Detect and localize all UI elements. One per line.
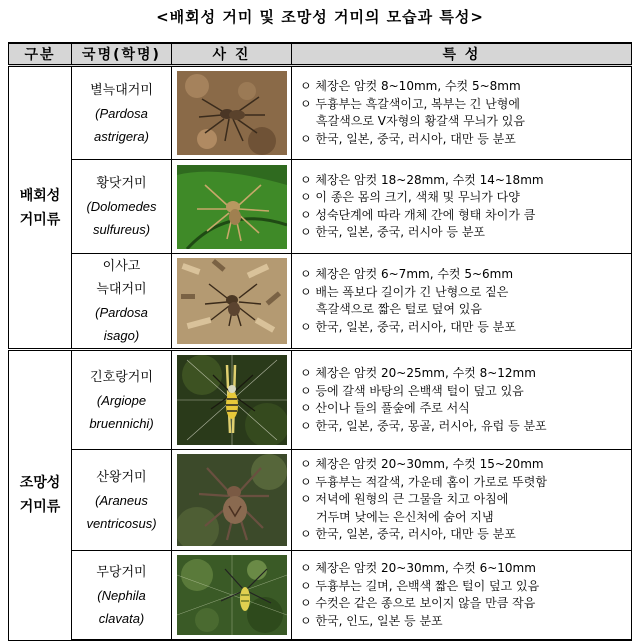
- spider-photo-wolf-icon: [177, 71, 287, 155]
- trait-line: ㅇ 등에 갈색 바탕의 은백색 털이 덮고 있음: [300, 383, 524, 398]
- table-row: [9, 350, 632, 450]
- species-scientific-name: (Nephila clavata): [97, 587, 146, 626]
- species-traits: [292, 254, 632, 350]
- header-traits: 특 성: [292, 43, 632, 66]
- trait-line: 흑갈색으로 짧은 털로 덮여 있음: [316, 302, 482, 316]
- trait-line: ㅇ 두흉부는 적갈색, 가운데 홈이 가로로 뚜렷함: [300, 474, 547, 489]
- trait-line: ㅇ 한국, 일본, 중국, 몽골, 러시아, 유럽 등 분포: [300, 418, 547, 433]
- species-scientific-name: (Argiope bruennichi): [89, 392, 154, 431]
- group-label-text: 배회성 거미류: [19, 187, 61, 228]
- species-traits: [292, 450, 632, 551]
- trait-line: ㅇ 체장은 암컷 8~10mm, 수컷 5~8mm: [300, 79, 521, 93]
- table-row: [9, 254, 632, 350]
- species-photo-cell: [172, 254, 292, 350]
- species-traits: [292, 160, 632, 254]
- trait-line: ㅇ 체장은 암컷 20~30mm, 수컷 6~10mm: [300, 561, 536, 575]
- trait-line: ㅇ 한국, 일본, 중국, 러시아 등 분포: [300, 225, 486, 239]
- header-photo: 사 진: [172, 43, 292, 66]
- trait-line: ㅇ 산이나 들의 풀숲에 주로 서식: [300, 401, 470, 415]
- species-name-cell: [72, 551, 172, 641]
- trait-line: ㅇ 체장은 암컷 20~25mm, 수컷 8~12mm: [300, 366, 536, 380]
- species-scientific-name: (Araneus ventricosus): [86, 492, 157, 531]
- species-traits: [292, 350, 632, 450]
- header-name: 국명(학명): [72, 43, 172, 66]
- trait-line: ㅇ 한국, 일본, 중국, 러시아, 대만 등 분포: [300, 319, 516, 334]
- trait-line: ㅇ 체장은 암컷 20~30mm, 수컷 15~20mm: [300, 457, 544, 472]
- species-name-cell: [72, 254, 172, 350]
- trait-line: ㅇ 두흉부는 흑갈색이고, 복부는 긴 난형에: [300, 96, 520, 111]
- species-traits: [292, 551, 632, 641]
- table-row: [9, 160, 632, 254]
- spider-photo-fishing-icon: [177, 165, 287, 249]
- table-row: [9, 551, 632, 641]
- species-korean-name: 산왕거미: [96, 469, 147, 485]
- trait-line: 흑갈색으로 V자형의 황갈색 무늬가 있음: [316, 114, 525, 128]
- page-title: <배회성 거미 및 조망성 거미의 모습과 특성>: [156, 8, 484, 26]
- trait-line: ㅇ 수컷은 같은 종으로 보이지 않을 만큼 작음: [300, 596, 536, 610]
- header-group: 구분: [9, 43, 72, 66]
- trait-line: ㅇ 저녁에 원형의 큰 그물을 치고 아침에: [300, 492, 509, 507]
- species-name-cell: [72, 66, 172, 160]
- table-row: [9, 450, 632, 551]
- species-name-cell: [72, 450, 172, 551]
- spider-table: [8, 42, 632, 641]
- table-row: [9, 66, 632, 160]
- species-photo-cell: [172, 450, 292, 551]
- species-photo-cell: [172, 551, 292, 641]
- species-korean-name: 무당거미: [96, 564, 147, 580]
- spider-photo-isago-icon: [177, 258, 287, 344]
- spider-photo-wasp-icon: [177, 355, 287, 445]
- trait-line: ㅇ 한국, 일본, 중국, 러시아, 대만 등 분포: [300, 131, 516, 146]
- trait-line: ㅇ 체장은 암컷 18~28mm, 수컷 14~18mm: [300, 172, 544, 187]
- trait-line: ㅇ 배는 폭보다 길이가 긴 난형으로 짙은: [300, 284, 509, 299]
- group-label-text: 조망성 거미류: [19, 475, 61, 516]
- species-scientific-name: (Pardosa isago): [95, 305, 148, 343]
- species-name-cell: [72, 160, 172, 254]
- species-korean-name: 별늑대거미: [90, 82, 153, 98]
- species-korean-name: 이사고 늑대거미: [96, 259, 147, 297]
- species-traits: [292, 66, 632, 160]
- species-korean-name: 긴호랑거미: [90, 369, 153, 385]
- trait-line: ㅇ 한국, 인도, 일본 등 분포: [300, 613, 443, 628]
- spider-photo-orbweaver-icon: [177, 454, 287, 546]
- species-photo-cell: [172, 350, 292, 450]
- trait-line: ㅇ 한국, 일본, 중국, 러시아, 대만 등 분포: [300, 527, 516, 542]
- header-row: [9, 43, 632, 66]
- species-korean-name: 황닷거미: [96, 176, 147, 191]
- species-name-cell: [72, 350, 172, 450]
- trait-line: ㅇ 성숙단계에 따라 개체 간에 형태 차이가 큼: [300, 207, 536, 222]
- trait-line: ㅇ 체장은 암컷 6~7mm, 수컷 5~6mm: [300, 267, 514, 281]
- species-photo-cell: [172, 160, 292, 254]
- trait-line: ㅇ 이 종은 몸의 크기, 색채 및 무늬가 다양: [300, 190, 520, 204]
- species-scientific-name: (Pardosa astrigera): [94, 105, 149, 144]
- group-label-wandering: [9, 66, 72, 350]
- group-label-orbweb: [9, 350, 72, 641]
- trait-line: 거두며 낮에는 은신처에 숨어 지냄: [316, 509, 494, 524]
- species-scientific-name: (Dolomedes sulfureus): [86, 199, 157, 237]
- spider-photo-goldenorb-icon: [177, 555, 287, 635]
- species-photo-cell: [172, 66, 292, 160]
- trait-line: ㅇ 두흉부는 길며, 은백색 짧은 털이 덮고 있음: [300, 578, 540, 593]
